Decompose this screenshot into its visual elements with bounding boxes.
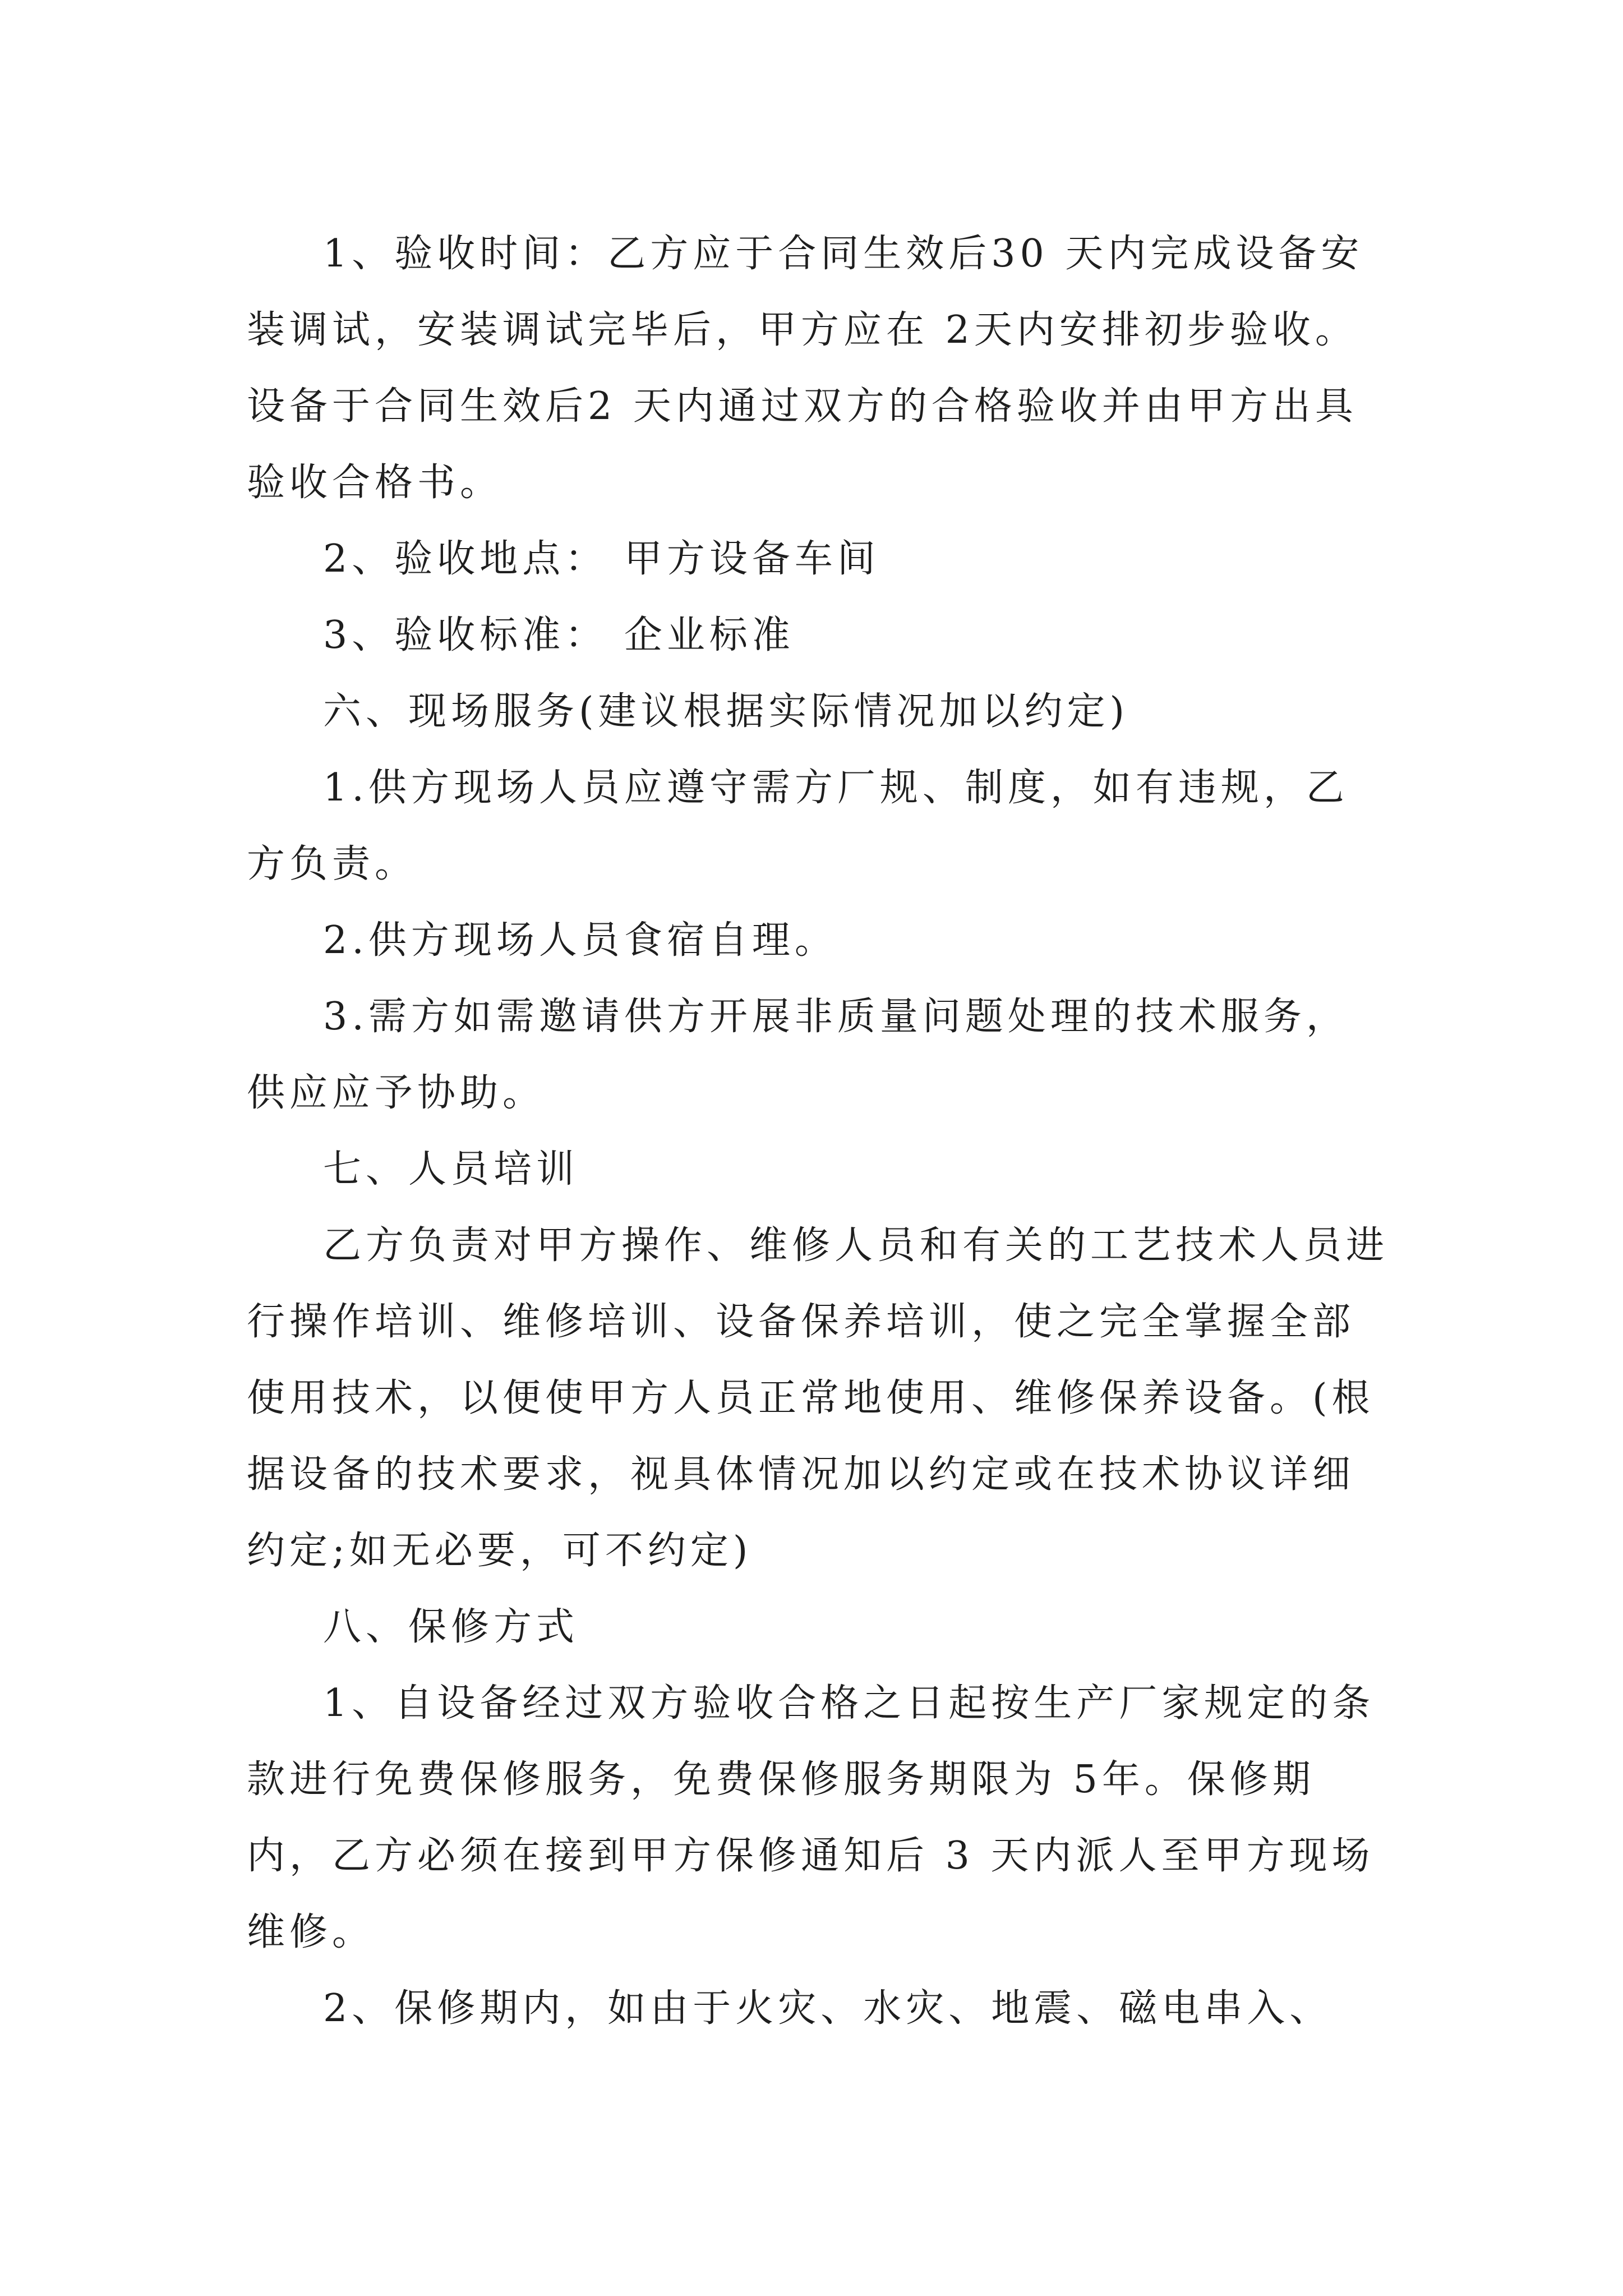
paragraph-training-details: 乙方负责对甲方操作、维修人员和有关的工艺技术人员进行操作培训、维修培训、设备保养培训，使之完全掌握全部使用技术，以便使甲方人员正常地使用、维修保养设备。(根据设备的技术要求，视具体情况加以约定或在技术协议详细约定;如无必要，可不约定) bbox=[247, 1223, 1389, 1573]
paragraph-warranty-exclusions: 2、保修期内，如由于火灾、水灾、地震、磁电串入、 bbox=[323, 1986, 1332, 2031]
paragraph-warranty-free-service: 1、自设备经过双方验收合格之日起按生产厂家规定的条款进行免费保修服务，免费保修服务期限为 5年。保修期内，乙方必须在接到甲方保修通知后 3 天内派人至甲方现场维修。 bbox=[247, 1681, 1375, 1954]
heading-onsite-service: 六、现场服务(建议根据实际情况加以约定) bbox=[323, 689, 1129, 734]
heading-personnel-training: 七、人员培训 bbox=[323, 1147, 579, 1191]
paragraph-onsite-rules: 1.供方现场人员应遵守需方厂规、制度，如有违规，乙方负责。 bbox=[247, 766, 1349, 886]
paragraph-acceptance-standard: 3、验收标准： 企业标准 bbox=[323, 613, 795, 657]
paragraph-onsite-assistance: 3.需方如需邀请供方开展非质量问题处理的技术服务，供应应予协助。 bbox=[247, 995, 1349, 1115]
paragraph-onsite-lodging: 2.供方现场人员食宿自理。 bbox=[323, 918, 837, 963]
paragraph-acceptance-location: 2、验收地点： 甲方设备车间 bbox=[323, 537, 880, 581]
document-body bbox=[247, 216, 1391, 2047]
paragraph-acceptance-time: 1、验收时间：乙方应于合同生效后30 天内完成设备安装调试，安装调试完毕后，甲方应在 2天内安排初步验收。设备于合同生效后2 天内通过双方的合格验收并由甲方出具验收合格书。 bbox=[247, 232, 1364, 505]
heading-warranty-method: 八、保修方式 bbox=[323, 1605, 579, 1649]
